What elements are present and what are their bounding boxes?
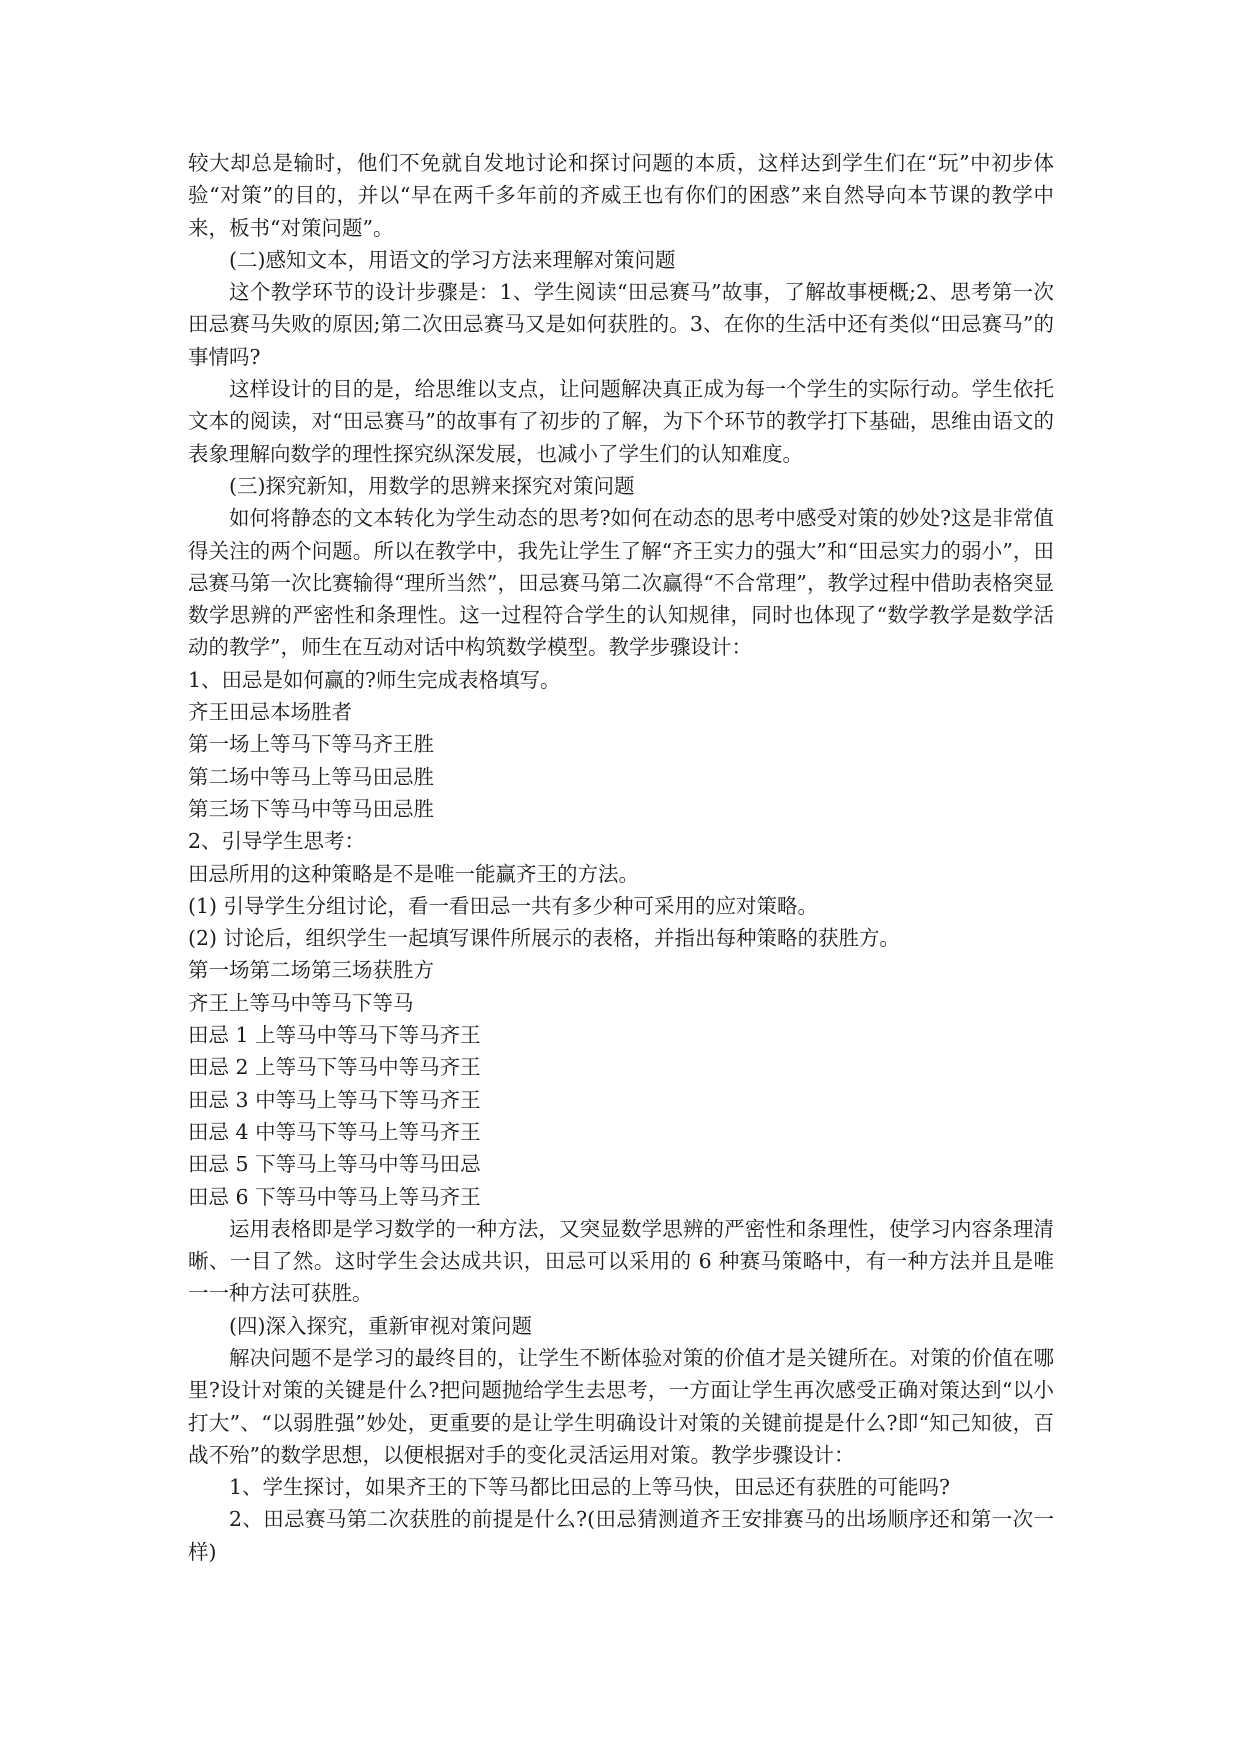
table-row-line: 第三场下等马中等马田忌胜 xyxy=(188,796,434,821)
table-row-line: 第一场上等马下等马齐王胜 xyxy=(188,732,434,757)
table-row-line: 田忌 3 中等马上等马下等马齐王 xyxy=(188,1087,481,1112)
table-header-line: 第一场第二场第三场获胜方 xyxy=(188,958,434,983)
list-item: 1、田忌是如何赢的?师生完成表格填写。 xyxy=(188,667,561,692)
paragraph: 这样设计的目的是，给思维以支点，让问题解决真正成为每一个学生的实际行动。学生依托文本的阅读，对“田忌赛马”的故事有了初步的了解，为下个环节的教学打下基础，思维由语文的表象理解向数学的理性探究纵深发展，也减小了学生们的认知难度。 xyxy=(188,377,1054,466)
list-item: (1) 引导学生分组讨论，看一看田忌一共有多少种可采用的应对策略。 xyxy=(188,893,819,918)
table-row-line: 齐王上等马中等马下等马 xyxy=(188,990,414,1015)
table-row-line: 田忌 2 上等马下等马中等马齐王 xyxy=(188,1055,481,1080)
paragraph: 运用表格即是学习数学的一种方法，又突显数学思辨的严密性和条理性，使学习内容条理清晰、一目了然。这时学生会达成共识，田忌可以采用的 6 种赛马策略中，有一种方法并且是唯一一种方法可获胜。 xyxy=(188,1216,1054,1306)
list-item: (2) 讨论后，组织学生一起填写课件所展示的表格，并指出每种策略的获胜方。 xyxy=(188,926,901,951)
paragraph: 解决问题不是学习的最终目的，让学生不断体验对策的价值才是关键所在。对策的价值在哪里?设计对策的关键是什么?把问题抛给学生去思考，一方面让学生再次感受正确对策达到“以小打大”、“以弱胜强”妙处，更重要的是让学生明确设计对策的关键前提是什么?即“知己知彼，百战不殆”的数学思想，以便根据对手的变化灵活运用对策。教学步骤设计： xyxy=(188,1345,1054,1467)
paragraph: 较大却总是输时，他们不免就自发地讨论和探讨问题的本质，这样达到学生们在“玩”中初步体验“对策”的目的，并以“早在两千多年前的齐威王也有你们的困惑”来自然导向本节课的教学中来，板书“对策问题”。 xyxy=(188,151,1054,240)
table-row-line: 田忌 5 下等马上等马中等马田忌 xyxy=(188,1152,481,1177)
list-item: 2、引导学生思考： xyxy=(188,829,366,854)
table-row-line: 田忌 6 下等马中等马上等马齐王 xyxy=(188,1184,481,1209)
section-heading-3: (三)探究新知，用数学的思辨来探究对策问题 xyxy=(229,473,635,498)
table-row-line: 第二场中等马上等马田忌胜 xyxy=(188,764,434,789)
paragraph: 如何将静态的文本转化为学生动态的思考?如何在动态的思考中感受对策的妙处?这是非常值得关注的两个问题。所以在教学中，我先让学生了解“齐王实力的强大”和“田忌实力的弱小”，田忌赛马第一次比赛输得“理所当然”，田忌赛马第二次赢得“不合常理”，教学过程中借助表格突显数学思辨的严密性和条理性。这一过程符合学生的认知规律，同时也体现了“数学教学是数学活动的教学”，师生在互动对话中构筑数学模型。教学步骤设计： xyxy=(188,506,1054,660)
document-body xyxy=(188,147,1054,1568)
table-header-line: 齐王田忌本场胜者 xyxy=(188,700,352,725)
section-heading-4: (四)深入探究，重新审视对策问题 xyxy=(229,1313,532,1338)
paragraph-line: 田忌所用的这种策略是不是唯一能赢齐王的方法。 xyxy=(188,861,639,886)
table-row-line: 田忌 4 中等马下等马上等马齐王 xyxy=(188,1119,481,1144)
list-item: 1、学生探讨，如果齐王的下等马都比田忌的上等马快，田忌还有获胜的可能吗? xyxy=(229,1475,951,1500)
table-row-line: 田忌 1 上等马中等马下等马齐王 xyxy=(188,1023,481,1048)
section-heading-2: (二)感知文本，用语文的学习方法来理解对策问题 xyxy=(229,247,676,272)
list-item: 2、田忌赛马第二次获胜的前提是什么?(田忌猜测道齐王安排赛马的出场顺序还和第一次一样) xyxy=(188,1507,1054,1564)
paragraph: 这个教学环节的设计步骤是：1、学生阅读“田忌赛马”故事，了解故事梗概;2、思考第一次田忌赛马失败的原因;第二次田忌赛马又是如何获胜的。3、在你的生活中还有类似“田忌赛马”的事情吗? xyxy=(188,280,1054,369)
